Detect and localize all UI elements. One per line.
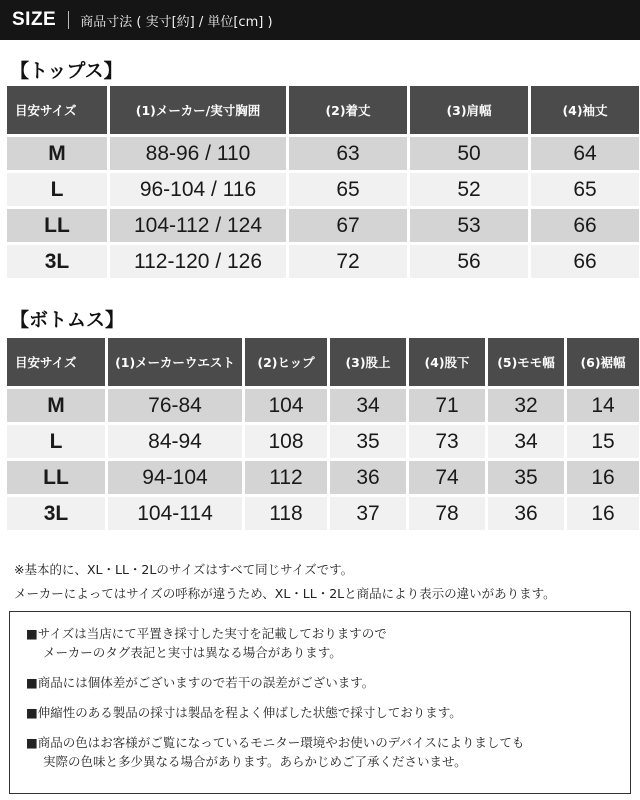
table-row xyxy=(7,425,639,458)
size-label: L xyxy=(7,425,105,458)
bottoms-col-rise: (3)股上 xyxy=(330,338,406,386)
size-label: L xyxy=(7,173,107,206)
table-row xyxy=(7,245,639,278)
measurement-notes-box xyxy=(9,611,631,794)
table-cell: 16 xyxy=(567,461,639,494)
size-heading: SIZE xyxy=(12,9,57,30)
bottoms-col-inseam: (4)股下 xyxy=(409,338,485,386)
bottoms-col-hip: (2)ヒップ xyxy=(245,338,327,386)
table-cell: 108 xyxy=(245,425,327,458)
table-cell: 74 xyxy=(409,461,485,494)
table-cell: 112 xyxy=(245,461,327,494)
table-cell: 67 xyxy=(289,209,407,242)
size-label: M xyxy=(7,389,105,422)
table-cell: 53 xyxy=(410,209,528,242)
table-cell: 88-96 / 110 xyxy=(110,137,286,170)
tops-col-length: (2)着丈 xyxy=(289,86,407,134)
tops-col-sleeve: (4)袖丈 xyxy=(531,86,639,134)
table-cell: 65 xyxy=(531,173,639,206)
size-label: M xyxy=(7,137,107,170)
note-line: メーカーによってはサイズの呼称が違うため、XL・LL・2Lと商品により表示の違いがあります。 xyxy=(14,586,556,601)
note-bullet xyxy=(26,673,630,692)
bottoms-col-hem: (6)裾幅 xyxy=(567,338,639,386)
table-cell: 52 xyxy=(410,173,528,206)
table-cell: 34 xyxy=(488,425,564,458)
size-label: LL xyxy=(7,461,105,494)
table-cell: 118 xyxy=(245,497,327,530)
table-cell: 96-104 / 116 xyxy=(110,173,286,206)
table-row xyxy=(7,389,639,422)
bottoms-section-title: 【ボトムス】 xyxy=(10,309,125,331)
bottoms-header-row xyxy=(7,338,639,386)
table-cell: 104-114 xyxy=(108,497,242,530)
note-bullet xyxy=(26,703,630,722)
table-cell: 65 xyxy=(289,173,407,206)
bottoms-col-waist: (1)メーカーウエスト xyxy=(108,338,242,386)
table-cell: 66 xyxy=(531,245,639,278)
table-cell: 32 xyxy=(488,389,564,422)
note-line: ※基本的に、XL・LL・2Lのサイズはすべて同じサイズです。 xyxy=(14,562,354,577)
tops-col-size: 目安サイズ xyxy=(7,86,107,134)
table-cell: 66 xyxy=(531,209,639,242)
table-row xyxy=(7,209,639,242)
tops-col-chest: (1)メーカー/実寸胸囲 xyxy=(110,86,286,134)
note-bullet xyxy=(26,733,630,771)
table-cell: 64 xyxy=(531,137,639,170)
note-bullet-text: ■伸縮性のある製品の採寸は製品を程よく伸ばした状態で採寸しております。 xyxy=(26,705,462,720)
table-cell: 37 xyxy=(330,497,406,530)
tops-header-row xyxy=(7,86,639,134)
table-cell: 56 xyxy=(410,245,528,278)
table-cell: 72 xyxy=(289,245,407,278)
note-bullet-text: ■商品には個体差がございますので若干の誤差がございます。 xyxy=(26,675,375,690)
tops-section-title: 【トップス】 xyxy=(10,60,123,82)
table-cell: 50 xyxy=(410,137,528,170)
table-row xyxy=(7,173,639,206)
table-row xyxy=(7,461,639,494)
table-cell: 36 xyxy=(330,461,406,494)
table-cell: 104 xyxy=(245,389,327,422)
table-cell: 63 xyxy=(289,137,407,170)
bottoms-col-thigh: (5)モモ幅 xyxy=(488,338,564,386)
bottoms-size-table xyxy=(4,335,640,533)
note-bullet-continuation: メーカーのタグ表記と実寸は異なる場合があります。 xyxy=(43,645,342,660)
table-cell: 73 xyxy=(409,425,485,458)
note-bullet-text: ■商品の色はお客様がご覧になっているモニター環境やお使いのデバイスによりましても xyxy=(26,735,525,750)
bottoms-col-size: 目安サイズ xyxy=(7,338,105,386)
note-bullet-text: ■サイズは当店にて平置き採寸した実寸を記載しておりますので xyxy=(26,626,387,641)
table-cell: 94-104 xyxy=(108,461,242,494)
size-label: 3L xyxy=(7,497,105,530)
tops-col-shoulder: (3)肩幅 xyxy=(410,86,528,134)
table-cell: 112-120 / 126 xyxy=(110,245,286,278)
size-naming-notes xyxy=(14,558,556,606)
table-cell: 76-84 xyxy=(108,389,242,422)
table-row xyxy=(7,497,639,530)
table-cell: 14 xyxy=(567,389,639,422)
header-subtitle: 商品寸法 ( 実寸[約] / 単位[cm] ) xyxy=(80,14,273,30)
table-cell: 15 xyxy=(567,425,639,458)
size-label: LL xyxy=(7,209,107,242)
table-cell: 78 xyxy=(409,497,485,530)
table-cell: 35 xyxy=(488,461,564,494)
table-cell: 104-112 / 124 xyxy=(110,209,286,242)
size-label: 3L xyxy=(7,245,107,278)
table-cell: 34 xyxy=(330,389,406,422)
table-cell: 84-94 xyxy=(108,425,242,458)
table-cell: 35 xyxy=(330,425,406,458)
table-row xyxy=(7,137,639,170)
size-header-bar xyxy=(0,0,640,40)
table-cell: 36 xyxy=(488,497,564,530)
table-cell: 71 xyxy=(409,389,485,422)
note-bullet xyxy=(26,624,630,662)
note-bullet-continuation: 実際の色味と多少異なる場合があります。あらかじめご了承くださいませ。 xyxy=(43,754,467,769)
tops-size-table xyxy=(4,83,640,281)
table-cell: 16 xyxy=(567,497,639,530)
header-divider xyxy=(68,11,69,29)
